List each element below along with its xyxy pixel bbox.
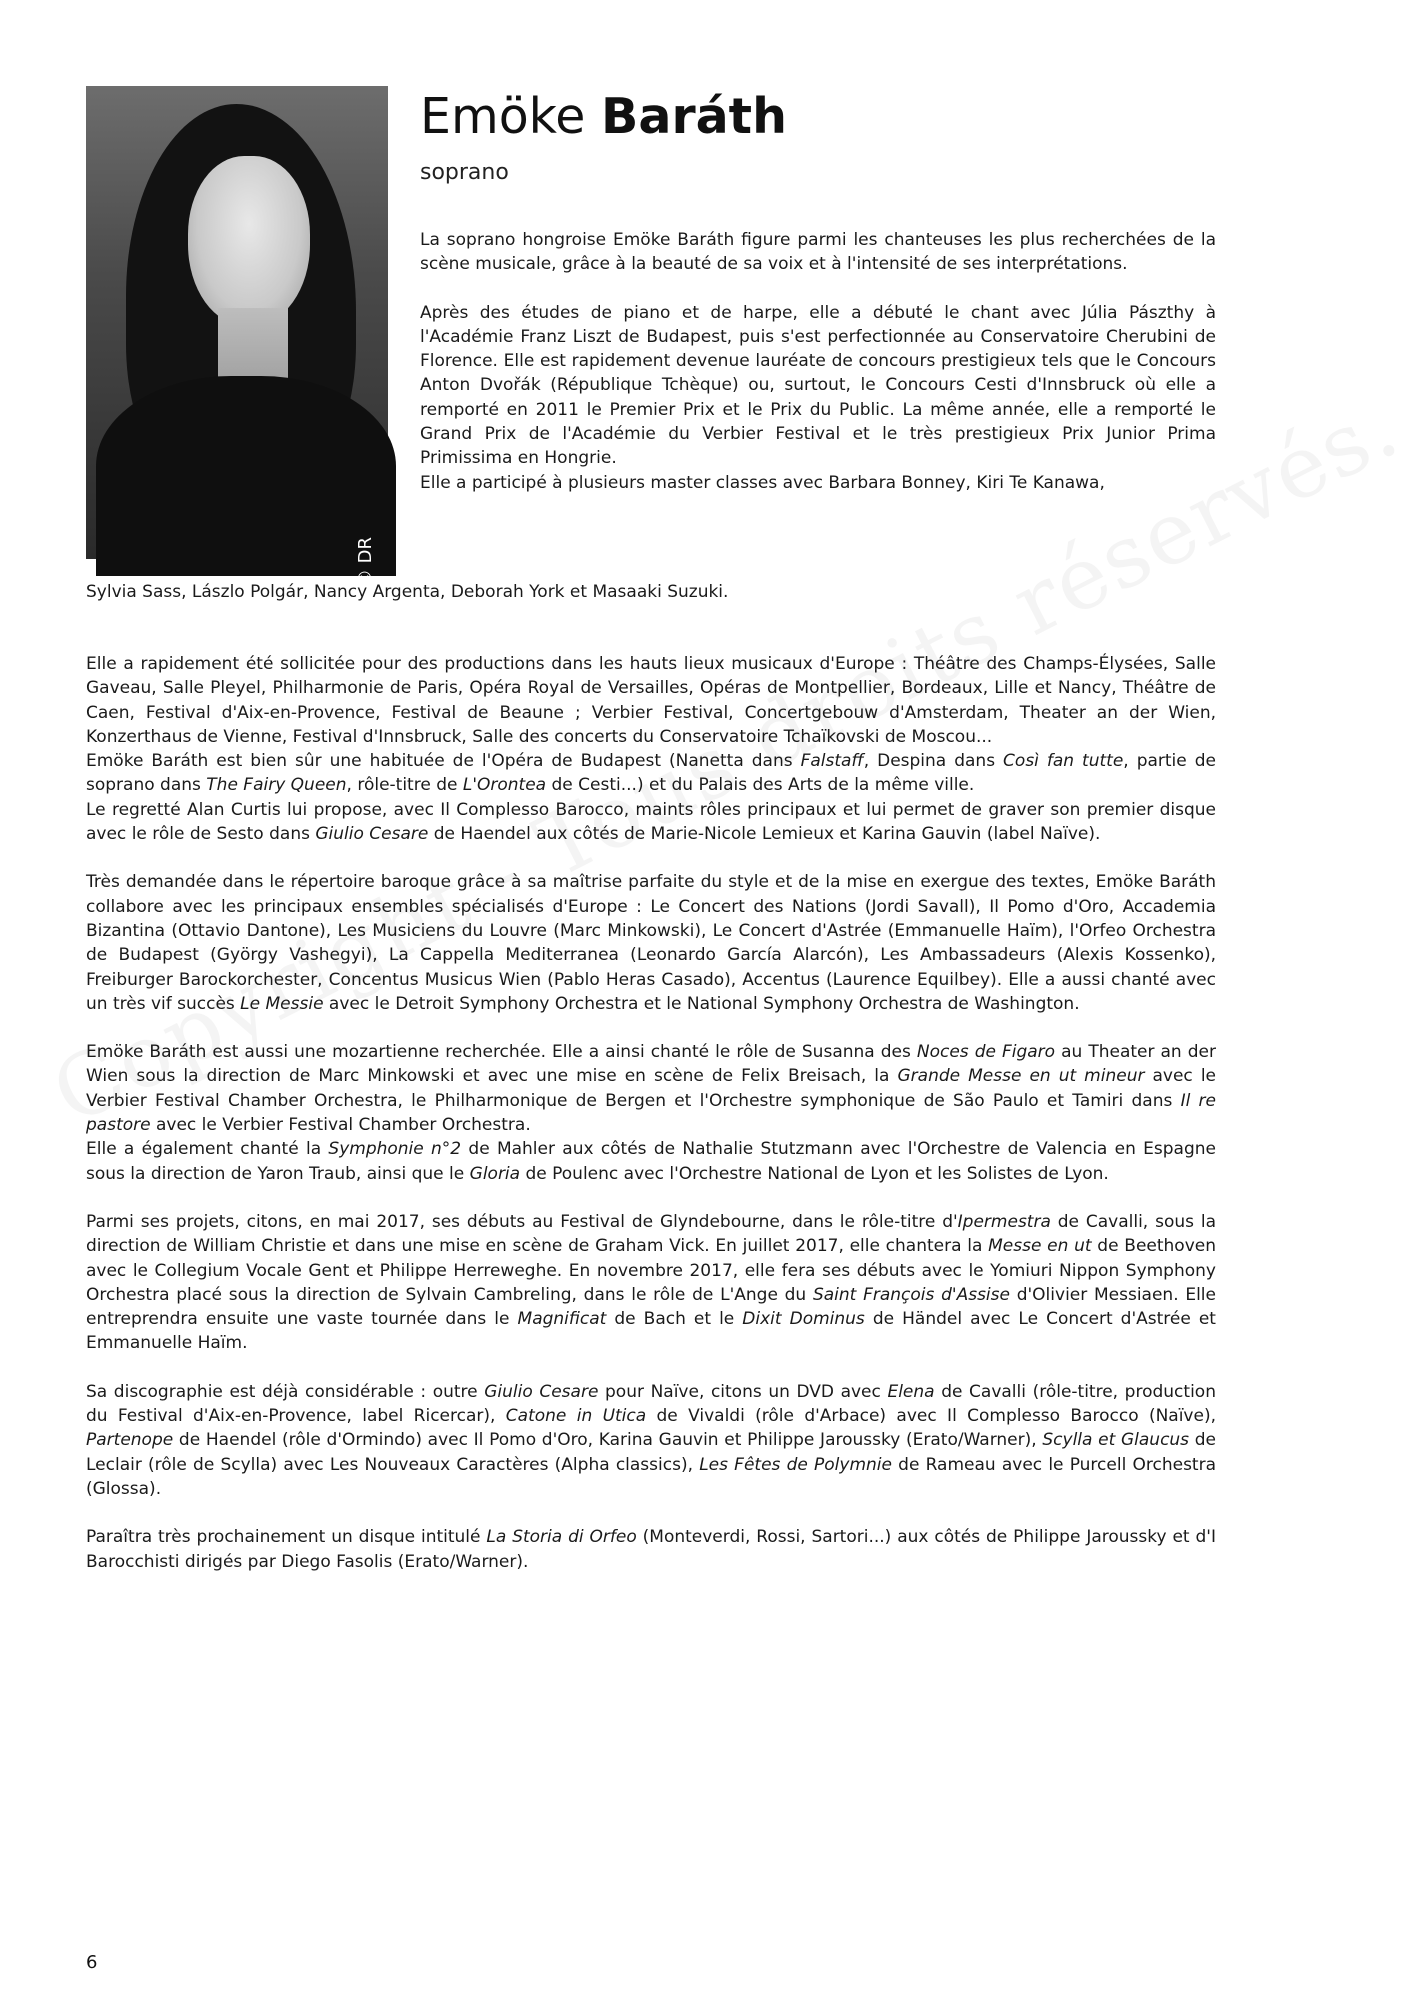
artist-first-name: Emöke	[420, 88, 586, 145]
work-title: Catone in Utica	[505, 1406, 647, 1427]
work-title: Les Fêtes de Polymnie	[699, 1454, 892, 1475]
work-title: Grande Messe en ut mineur	[897, 1066, 1145, 1087]
work-title: Falstaff	[800, 751, 864, 772]
work-title: Giulio Cesare	[484, 1381, 599, 1402]
work-title: La Storia di Orfeo	[486, 1527, 637, 1548]
work-title: Dixit Dominus	[742, 1309, 865, 1330]
artist-last-name: Baráth	[601, 88, 787, 145]
paragraph: La soprano hongroise Emöke Baráth figure parmi les chanteuses les plus recherchées de la scène musicale, grâce à la beauté de sa voix et à l'intensité de ses interprétations.	[420, 230, 1216, 275]
paragraph: Paraîtra très prochainement un disque intitulé La Storia di Orfeo (Monteverdi, Rossi, Sartori...) aux côtés de Philippe Jaroussky et d'I Barocchisti dirigés par Diego Fasolis (Erato/Warner).	[86, 1527, 1216, 1572]
intro-column	[420, 228, 1216, 495]
paragraph: Sylvia Sass, Lászlo Polgár, Nancy Argenta, Deborah York et Masaaki Suzuki.	[86, 582, 729, 602]
work-title: Symphonie n°2	[328, 1139, 462, 1160]
paragraph: Emöke Baráth est aussi une mozartienne recherchée. Elle a ainsi chanté le rôle de Susanna des Noces de Figaro au Theater an der Wien sous la direction de Marc Minkowski et avec une mise en scène de Felix Breisach, la Grande Messe en ut mineur avec le Verbier Festival Chamber Orchestra, le Philharmonique de Bergen et l'Orchestre symphonique de São Paulo et Tamiri dans Il re pastore avec le Verbier Festival Chamber Orchestra.	[86, 1042, 1216, 1136]
work-title: Scylla et Glaucus	[1042, 1430, 1190, 1451]
work-title: Noces de Figaro	[916, 1042, 1056, 1063]
work-title: Giulio Cesare	[315, 824, 429, 845]
paragraph: Elle a rapidement été sollicitée pour des productions dans les hauts lieux musicaux d'Europe : Théâtre des Champs-Élysées, Salle Gaveau, Salle Pleyel, Philharmonie de Paris, Opéra Royal de Versailles, Opéras de Montpellier, Bordeaux, Lille et Nancy, Théâtre de Caen, Festival d'Aix-en-Provence, Festival de Beaune ; Verbier Festival, Concertgebouw d'Amsterdam, Theater an der Wien, Konzerthaus de Vienne, Festival d'Innsbruck, Salle des concerts du Conservatoire Tchaïkovski de Moscou...	[86, 654, 1216, 747]
paragraph-continuation	[86, 580, 1216, 604]
work-title: The Fairy Queen	[206, 775, 347, 796]
paragraph: Elle a également chanté la Symphonie n°2 de Mahler aux côtés de Nathalie Stutzmann avec l'Orchestre de Valencia en Espagne sous la direction de Yaron Traub, ainsi que le Gloria de Poulenc avec l'Orchestre National de Lyon et les Solistes de Lyon.	[86, 1139, 1216, 1184]
paragraph: Après des études de piano et de harpe, elle a débuté le chant avec Júlia Pászthy à l'Académie Franz Liszt de Budapest, puis s'est perfectionnée au Conservatoire Cherubini de Florence. Elle est rapidement devenue lauréate de concours prestigieux tels que le Concours Anton Dvořák (République Tchèque) ou, surtout, le Concours Cesti d'Innsbruck où elle a remporté en 2011 le Premier Prix et le Prix du Public. La même année, elle a remporté le Grand Prix de l'Académie du Verbier Festival et le très prestigieux Prix Junior Prima Primissima en Hongrie.	[420, 302, 1216, 469]
work-title: Magnificat	[517, 1309, 607, 1330]
work-title: Elena	[887, 1381, 935, 1402]
artist-name	[420, 86, 787, 148]
photo-credit: © DR	[355, 537, 376, 588]
work-title: Messe en ut	[988, 1236, 1092, 1257]
work-title: Partenope	[86, 1430, 174, 1451]
work-title: Ipermestra	[957, 1211, 1051, 1232]
artist-role: soprano	[420, 160, 509, 185]
work-title: Saint François d'Assise	[812, 1284, 1010, 1305]
work-title: Così fan tutte	[1003, 751, 1124, 772]
paragraph: Sa discographie est déjà considérable : outre Giulio Cesare pour Naïve, citons un DVD avec Elena de Cavalli (rôle-titre, production du Festival d'Aix-en-Provence, label Ricercar), Catone in Utica de Vivaldi (rôle d'Arbace) avec Il Complesso Barocco (Naïve), Partenope de Haendel (rôle d'Ormindo) avec Il Pomo d'Oro, Karina Gauvin et Philippe Jaroussky (Erato/Warner), Scylla et Glaucus de Leclair (rôle de Scylla) avec Les Nouveaux Caractères (Alpha classics), Les Fêtes de Polymnie de Rameau avec le Purcell Orchestra (Glossa).	[86, 1381, 1217, 1499]
work-title: Le Messie	[240, 993, 324, 1014]
biography-body	[86, 628, 1216, 1574]
paragraph: Emöke Baráth est bien sûr une habituée de l'Opéra de Budapest (Nanetta dans Falstaff, Despina dans Così fan tutte, partie de soprano dans The Fairy Queen, rôle-titre de L'Orontea de Cesti...) et du Palais des Arts de la même ville.	[86, 751, 1216, 796]
paragraph: Parmi ses projets, citons, en mai 2017, ses débuts au Festival de Glyndebourne, dans le rôle-titre d'Ipermestra de Cavalli, sous la direction de William Christie et dans une mise en scène de Graham Vick. En juillet 2017, elle chantera la Messe en ut de Beethoven avec le Collegium Vocale Gent et Philippe Herreweghe. En novembre 2017, elle fera ses débuts avec le Yomiuri Nippon Symphony Orchestra placé sous la direction de Sylvain Cambreling, dans le rôle de L'Ange du Saint François d'Assise d'Olivier Messiaen. Elle entreprendra ensuite une vaste tournée dans le Magnificat de Bach et le Dixit Dominus de Händel avec Le Concert d'Astrée et Emmanuelle Haïm.	[86, 1211, 1216, 1354]
work-title: Il re pastore	[86, 1090, 1216, 1136]
page-number: 6	[86, 1952, 98, 1973]
paragraph: Le regretté Alan Curtis lui propose, avec Il Complesso Barocco, maints rôles principaux et lui permet de graver son premier disque avec le rôle de Sesto dans Giulio Cesare de Haendel aux côtés de Marie-Nicole Lemieux et Karina Gauvin (label Naïve).	[86, 799, 1216, 845]
paragraph: Elle a participé à plusieurs master classes avec Barbara Bonney, Kiri Te Kanawa,	[420, 472, 1105, 493]
artist-portrait	[86, 86, 388, 588]
work-title: Gloria	[469, 1163, 521, 1184]
paragraph: Très demandée dans le répertoire baroque grâce à sa maîtrise parfaite du style et de la mise en exergue des textes, Emöke Baráth collabore avec les principaux ensembles spécialisés d'Europe : Le Concert des Nations (Jordi Savall), Il Pomo d'Oro, Accademia Bizantina (Ottavio Dantone), Les Musiciens du Louvre (Marc Minkowski), Le Concert d'Astrée (Emmanuelle Haïm), l'Orfeo Orchestra de Budapest (György Vashegyi), La Cappella Mediterranea (Leonardo García Alarcón), Les Ambassadeurs (Alexis Kossenko), Freiburger Barockorchester, Concentus Musicus Wien (Pablo Heras Casado), Accentus (Laurence Equilbey). Elle a aussi chanté avec un très vif succès Le Messie avec le Detroit Symphony Orchestra et le National Symphony Orchestra de Washington.	[86, 872, 1216, 1014]
work-title: L'Orontea	[462, 775, 547, 796]
